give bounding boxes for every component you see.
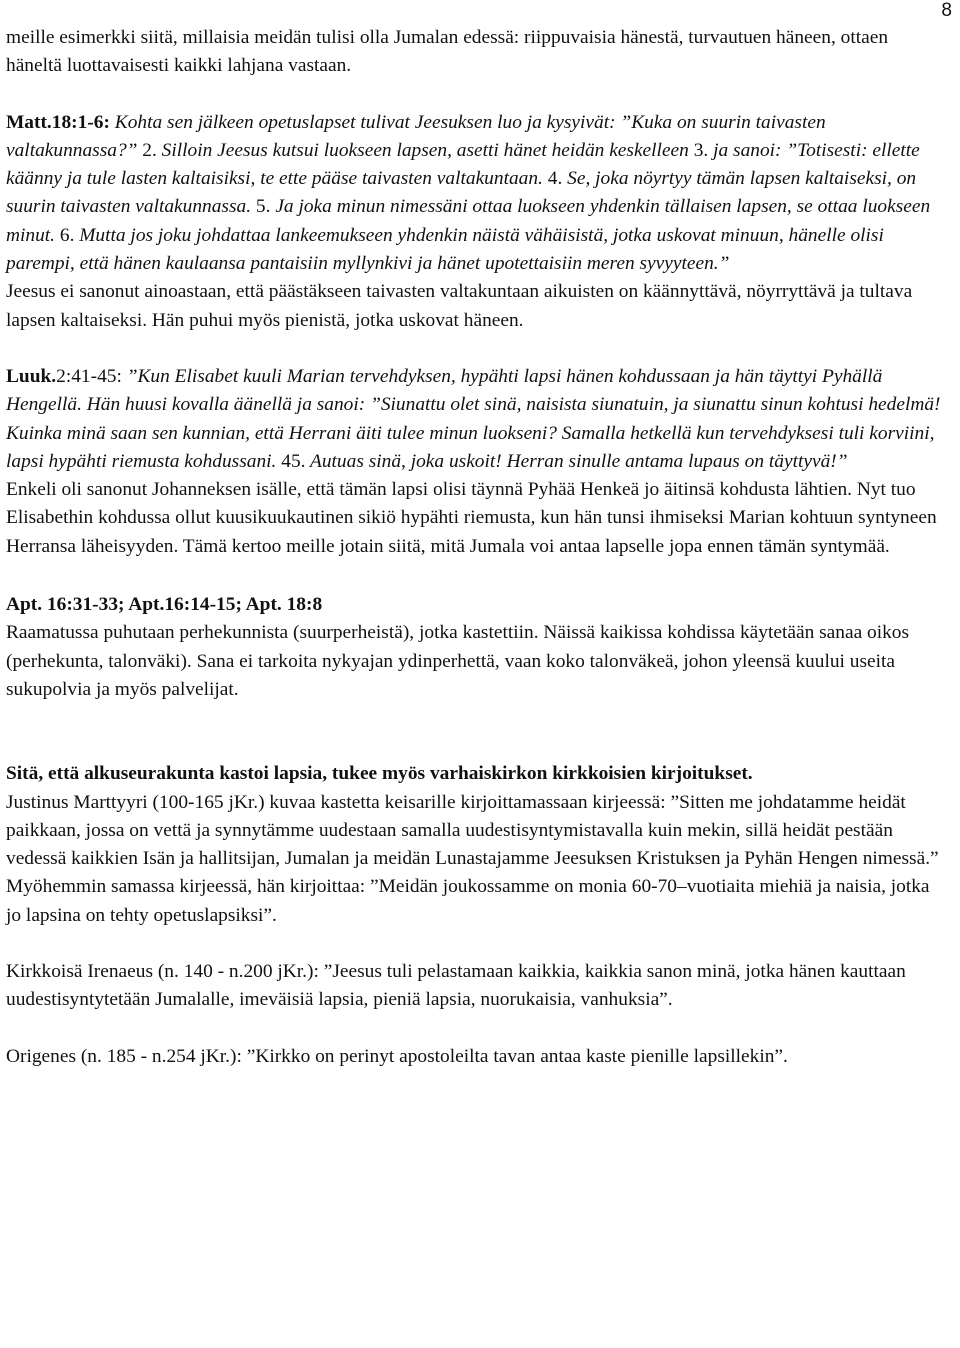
luuk-quote-b: Autuas sinä, joka uskoit! Herran sinulle antama lupaus on täyttyvä!” — [305, 450, 848, 472]
matt-verse-4: Se, joka nöyrtyy tämän lapsen kaltaiseksi, on suurin taivasten valtakunnassa. — [6, 168, 917, 218]
justin-paragraph-1: Justinus Marttyyri (100-165 jKr.) kuvaa kastetta keisarille kirjoittamassaan kirjeessä: ”Sitten me johdatamme heidät paikkaan, jossa on vettä ja synnytämme uudestaan samalla uudestisyntymistavalla kuin mekin, sillä heidät pestään vedessä kaikkien Isän ja hallitsijan, Jumalan ja meidän Lunastajamme Jeesuksen Kristuksen ja Pyhän Hengen nimessä.” — [6, 791, 939, 870]
matt-verse-2: Silloin Jeesus kutsui luokseen lapsen, asetti hänet heidän keskelleen — [156, 139, 694, 161]
spacer — [6, 335, 944, 363]
matt-verse-3: ja sanoi: ”Totisesti: ellette käänny ja tule lasten kaltaisiksi, te ette pääse taivasten valtakuntaan. — [6, 139, 920, 190]
page-number: 8 — [941, 0, 952, 21]
origenes-paragraph: Origenes (n. 185 - n.254 jKr.): ”Kirkko on perinyt apostoleilta tavan antaa kaste pienille lapsillekin”. — [6, 1045, 788, 1067]
matt-verse-num-5: 5. — [255, 196, 271, 218]
matt-verse-1: Kohta sen jälkeen opetuslapset tulivat Jeesuksen luo ja kysyivät: ”Kuka on suurin taivasten valtakunnassa?” — [6, 111, 826, 161]
luuk-verse-num-45: 45. — [281, 450, 306, 472]
matt-verse-num-6: 6. — [59, 224, 75, 246]
luuk-colon: : — [116, 365, 127, 387]
early-church-heading — [6, 760, 944, 788]
matt-verse-6: Mutta jos joku johdattaa lankeemukseen yhdenkin näistä vähäisistä, jotka uskovat minuun, hänelle olisi parempi, että hänen kaulaansa pantaisiin myllynkivi ja hänet upotettaisiin meren syvyyteen.” — [6, 224, 884, 275]
matt-comment: Jeesus ei sanonut ainoastaan, että päästäkseen taivasten valtakuntaan aikuisten on käännyttävä, nöyrryttävä ja tultava lapsen kaltaiseksi. Hän puhui myös pienistä, jotka uskovat häneen. — [6, 281, 913, 331]
matt-verse-5: Ja joka minun nimessäni ottaa luokseen yhdenkin tällaisen lapsen, se ottaa luokseen minut. — [6, 196, 931, 246]
apt-heading — [6, 591, 944, 619]
irenaeus-paragraph: Kirkkoisä Irenaeus (n. 140 - n.200 jKr.): ”Jeesus tuli pelastamaan kaikkia, kaikkia sanon minä, jotka hänen kauttaan uudestisyntytetään Jumalalle, imeväisiä lapsia, pieniä lapsia, nuorukaisia, vanhuksia”. — [6, 961, 906, 1011]
early-church-heading-text: Sitä, että alkuseurakunta kastoi lapsia, tukee myös varhaiskirkon kirkkoisien kirjoitukset. — [6, 763, 753, 785]
luuk-quote-a: ”Kun Elisabet kuuli Marian tervehdyksen, hypähti lapsi hänen kohdussaan ja hän täyttyi Pyhällä Hengellä. Hän huusi kovalla äänellä ja sanoi: ”Siunattu olet sinä, naisista siunatuin, ja siunattu sinun kohtusi hedelmä! Kuinka minä saan sen kunnian, että Herrani äiti tulee minun luokseni? Samalla hetkellä kun tervehdyksesi tuli korviini, lapsi hypähti riemusta kohdussani. — [6, 365, 941, 472]
matt-verse-num-4: 4. — [547, 168, 563, 190]
justin-paragraph-2: Myöhemmin samassa kirjeessä, hän kirjoittaa: ”Meidän joukossamme on monia 60-70–vuotiaita miehiä ja naisia, jotka jo lapsina on tehty opetuslapsiksi”. — [6, 876, 930, 926]
intro-paragraph: meille esimerkki siitä, millaisia meidän tulisi olla Jumalan edessä: riippuvaisia hänestä, turvautuen häneen, ottaen häneltä luottavaisesti kaikki lahjana vastaan. — [6, 27, 889, 77]
matt-reference: Matt.18:1-6: — [6, 111, 110, 133]
apt-heading-text: Apt. 16:31-33; Apt.16:14-15; Apt. 18:8 — [6, 594, 323, 616]
spacer — [6, 930, 944, 958]
luuk-reference-verses: 2:41-45 — [56, 365, 117, 387]
spacer — [6, 561, 944, 591]
matt-verse-num-3: 3. — [693, 139, 709, 161]
matt-quote-paragraph — [6, 109, 944, 279]
spacer — [6, 704, 944, 760]
document-body — [6, 24, 944, 1071]
matt-verse-num-2: 2. — [142, 139, 157, 161]
luuk-quote-paragraph — [6, 363, 944, 476]
spacer — [6, 1015, 944, 1043]
spacer — [6, 81, 944, 109]
apt-paragraph: Raamatussa puhutaan perhekunnista (suurperheistä), jotka kastettiin. Näissä kaikissa kohdissa käytetään sanaa oikos (perhekunta, talonväki). Sana ei tarkoita nykyajan ydinperhettä, vaan koko talonväkeä, johon yleensä kuului useita sukupolvia ja myös palvelijat. — [6, 622, 910, 700]
luuk-reference: Luuk. — [6, 365, 57, 387]
luuk-comment: Enkeli oli sanonut Johanneksen isälle, että tämän lapsi olisi täynnä Pyhää Henkeä jo äitinsä kohdusta lähtien. Nyt tuo Elisabethin kohdussa ollut kuusikuukautinen sikiö hypähti riemusta, kun hän tunsi ihmiseksi Marian kohtuun syntyneen Herransa läheisyyden. Tämä kertoo meille jotain siitä, mitä Jumala voi antaa lapselle jopa ennen tämän syntymää. — [6, 479, 937, 557]
